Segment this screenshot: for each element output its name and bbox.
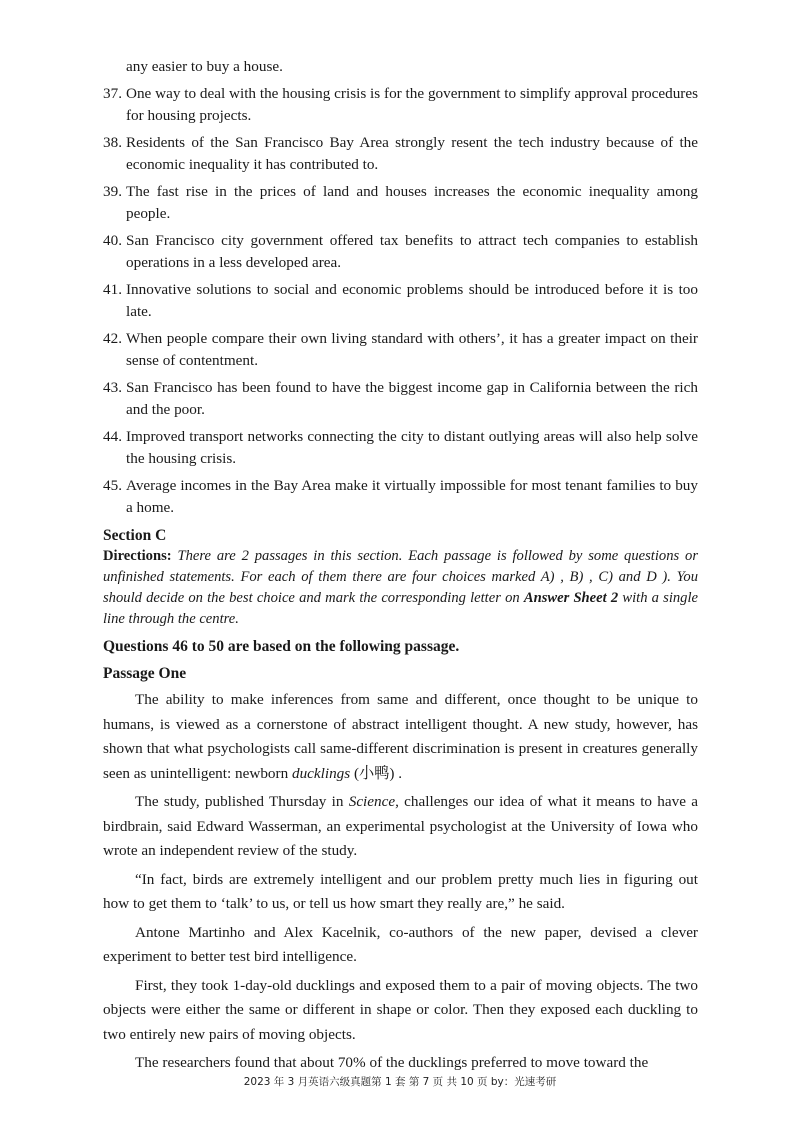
paragraph-text: The study, published Thursday in (135, 793, 349, 810)
passage-paragraph: First, they took 1-day-old ducklings and exposed them to a pair of moving objects. The two objects were either the same or different in shape or color. Then they exposed each duckling to two entirely new pairs of moving objects. (103, 976, 698, 1043)
statement-text: The fast rise in the prices of land and houses increases the economic inequality among people. (126, 183, 698, 222)
statement-number: 43. (103, 379, 122, 396)
passage-paragraph: “In fact, birds are extremely intelligent and our problem pretty much lies in figuring out how to get them to ‘talk’ to us, or tell us how smart they really are,” he said. (103, 870, 698, 912)
passage-paragraph (103, 688, 698, 786)
passage-title: Passage One (103, 665, 187, 682)
statement-number: 42. (103, 330, 122, 347)
statement-item (103, 279, 698, 323)
passage-paragraph: Antone Martinho and Alex Kacelnik, co-authors of the new paper, devised a clever experiment to better test bird intelligence. (103, 923, 698, 965)
statement-text: Residents of the San Francisco Bay Area strongly resent the tech industry because of the economic inequality it has contributed to. (126, 134, 698, 173)
statement-number: 45. (103, 477, 122, 494)
statement-number: 39. (103, 183, 122, 200)
statement-item (103, 83, 698, 127)
directions-text: There are 2 passages in this section. Each passage is followed by some questions or unfinished statements. For each of them there are four choices marked A) , B) , C) and D ). You should decide on the best choice and mark the corresponding letter on (103, 548, 698, 606)
directions-label: Directions: (103, 548, 172, 564)
statement-text: One way to deal with the housing crisis is for the government to simplify approval procedures for housing projects. (126, 85, 698, 124)
paragraph-text: The ability to make inferences from same and different, once thought to be unique to humans, is viewed as a cornerstone of abstract intelligent thought. A new study, however, has shown that what psychologists call same-different discrimination is present in creatures generally seen as unintelligent: newborn (103, 691, 698, 782)
emphasis-science: Science (348, 793, 396, 810)
statement-number: 38. (103, 134, 122, 151)
statement-text: When people compare their own living standard with others’, it has a greater impact on their sense of contentment. (126, 330, 698, 369)
page-footer: 2023 年 3 月英语六级真题第 1 套 第 7 页 共 10 页 by：光速考研 (243, 1076, 557, 1088)
statement-number: 41. (103, 281, 122, 298)
statement-text: San Francisco city government offered tax benefits to attract tech companies to establish operations in a less developed area. (126, 232, 698, 271)
statement-item (103, 475, 698, 519)
directions (103, 546, 698, 630)
statement-item (103, 426, 698, 470)
statement-continuation: any easier to buy a house. (126, 58, 283, 75)
statement-item (103, 377, 698, 421)
emphasis-ducklings: ducklings (291, 764, 351, 782)
statement-text: Innovative solutions to social and economic problems should be introduced before it is too late. (126, 281, 698, 320)
statement-number: 40. (103, 232, 122, 249)
passage-paragraph: The researchers found that about 70% of the ducklings preferred to move toward the (135, 1054, 649, 1071)
questions-heading: Questions 46 to 50 are based on the following passage. (103, 638, 460, 655)
statement-number: 37. (103, 85, 122, 102)
directions-answer-sheet: Answer Sheet 2 (523, 590, 619, 606)
document-page (103, 56, 698, 1080)
statement-item (103, 132, 698, 176)
paragraph-text: (小鸭) . (350, 764, 403, 782)
passage-paragraph (103, 790, 698, 864)
statement-list (103, 83, 698, 519)
paragraph-text: , challenges our idea of what it means to have a birdbrain, said Edward Wasserman, an experimental psychologist at the University of Iowa who wrote an independent review of the study. (103, 793, 698, 859)
statement-text: San Francisco has been found to have the biggest income gap in California between the rich and the poor. (126, 379, 698, 418)
statement-item (103, 230, 698, 274)
statement-text: Improved transport networks connecting the city to distant outlying areas will also help solve the housing crisis. (126, 428, 698, 467)
directions-tail: with a single line through the centre. (103, 590, 699, 627)
statement-item (103, 328, 698, 372)
section-title: Section C (103, 527, 167, 544)
statement-item (103, 181, 698, 225)
statement-text: Average incomes in the Bay Area make it virtually impossible for most tenant families to buy a home. (126, 477, 698, 516)
statement-number: 44. (103, 428, 122, 445)
